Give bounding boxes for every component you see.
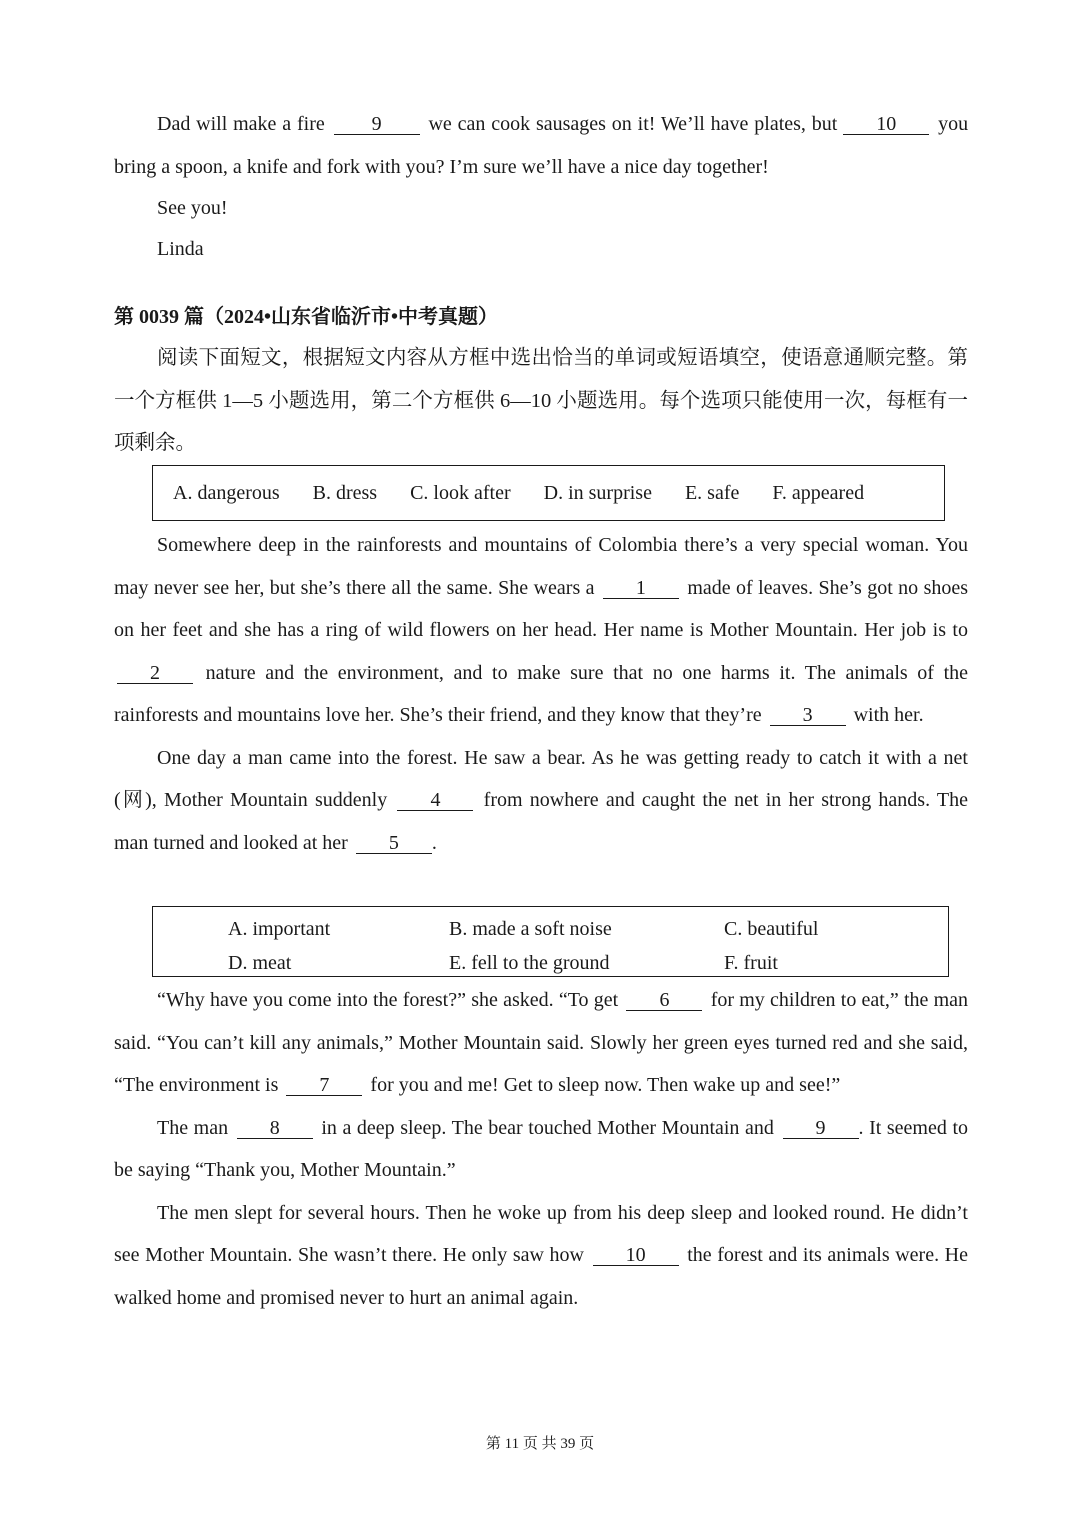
box1-option: B. dress [312, 481, 378, 504]
letter-section [114, 103, 968, 270]
blank-8: 8 [237, 1118, 313, 1139]
box1-option: A. dangerous [173, 481, 280, 504]
letter-text: you bring a spoon, a knife and fork with you? I’m sure we’ll have a nice day together! [114, 113, 969, 178]
passage-text: “Why have you come into the forest?” she asked. “To get [157, 989, 619, 1011]
passage-text: with her. [853, 704, 924, 726]
box2-option: E. fell to the ground [449, 951, 610, 974]
passage-paragraph-5 [114, 1192, 968, 1320]
box2-option: B. made a soft noise [449, 917, 612, 940]
letter-paragraph [114, 103, 968, 188]
letter-signature: Linda [157, 238, 204, 260]
passage-text: . [431, 831, 437, 854]
passage-paragraph-2 [114, 737, 968, 865]
passage-text: for you and me! Get to sleep now. Then wake up and see!” [370, 1074, 841, 1096]
letter-blank-10: 10 [843, 114, 929, 135]
blank-2: 2 [117, 663, 193, 684]
passage-paragraph-1 [114, 524, 968, 737]
blank-4: 4 [397, 790, 473, 811]
letter-text: Dad will make a fire [157, 113, 325, 135]
instructions-text: 阅读下面短文，根据短文内容从方框中选出恰当的单词或短语填空，使语意通顺完整。第一个方框供 1—5 小题选用，第二个方框供 6—10 小题选用。每个选项只能使用一次，每框有一项剩余。 [114, 347, 968, 454]
passage-text: Somewhere deep in the rainforests and mountains of Colombia there’s a very special woman. You may never see her, but she’s there all the same. She wears a [114, 534, 968, 599]
box1-option: D. in surprise [543, 481, 652, 504]
instructions-block [114, 337, 968, 465]
box2-option: D. meat [228, 951, 292, 974]
passage-part-2 [114, 979, 968, 1319]
letter-closing: See you! [157, 197, 228, 219]
blank-5: 5 [356, 833, 432, 854]
letter-text: we can cook sausages on it! We’ll have plates, but [428, 113, 838, 135]
passage-text: The men slept for several hours. Then he woke up from his deep sleep and looked round. He didn’t see Mother Mountain. She wasn’t there. He only saw how [114, 1201, 968, 1266]
passage-text: for my children to eat,” the man said. “You can’t kill any animals,” Mother Mountain said. Slowly her green eyes turned red and she said, “The environment is [114, 989, 969, 1096]
box1-option: F. appeared [772, 481, 865, 504]
passage-paragraph-4 [114, 1107, 968, 1192]
word-box-2 [152, 906, 949, 977]
passage-text: . It seemed to be saying “Thank you, Mother Mountain.” [114, 1116, 969, 1181]
passage-text: The man [157, 1116, 229, 1139]
box2-option: F. fruit [724, 951, 778, 974]
box2-option: A. important [228, 917, 331, 940]
blank-1: 1 [603, 578, 679, 599]
blank-6: 6 [626, 990, 702, 1011]
passage-text: from nowhere and caught the net in her strong hands. The man turned and looked at her [114, 789, 969, 854]
passage-part-1 [114, 524, 968, 864]
blank-7: 7 [286, 1075, 362, 1096]
passage-text: made of leaves. She’s got no shoes on her feet and she has a ring of wild flowers on her head. Her name is Mother Mountain. Her job is to [114, 576, 969, 641]
box1-option: C. look after [410, 481, 511, 504]
page-footer: 第 11 页 共 39 页 [485, 1436, 595, 1452]
passage-text: in a deep sleep. The bear touched Mother Mountain and [321, 1116, 774, 1139]
passage-text: nature and the environment, and to make sure that no one harms it. The animals of the rainforests and mountains love her. She’s their friend, and they know that they’re [114, 661, 969, 726]
section-title: 第 0039 篇（2024•山东省临沂市•中考真题） [114, 306, 499, 328]
letter-blank-9: 9 [334, 114, 420, 135]
box1-option: E. safe [684, 481, 740, 504]
blank-9: 9 [783, 1118, 859, 1139]
blank-3: 3 [770, 705, 846, 726]
passage-text: the forest and its animals were. He walked home and promised never to hurt an animal again. [114, 1244, 969, 1309]
passage-text: One day a man came into the forest. He saw a bear. As he was getting ready to catch it with a net (网), Mother Mountain suddenly [114, 746, 968, 811]
blank-10: 10 [593, 1245, 679, 1266]
word-box-1 [152, 465, 945, 521]
box2-option: C. beautiful [724, 917, 819, 940]
passage-paragraph-3 [114, 979, 968, 1107]
